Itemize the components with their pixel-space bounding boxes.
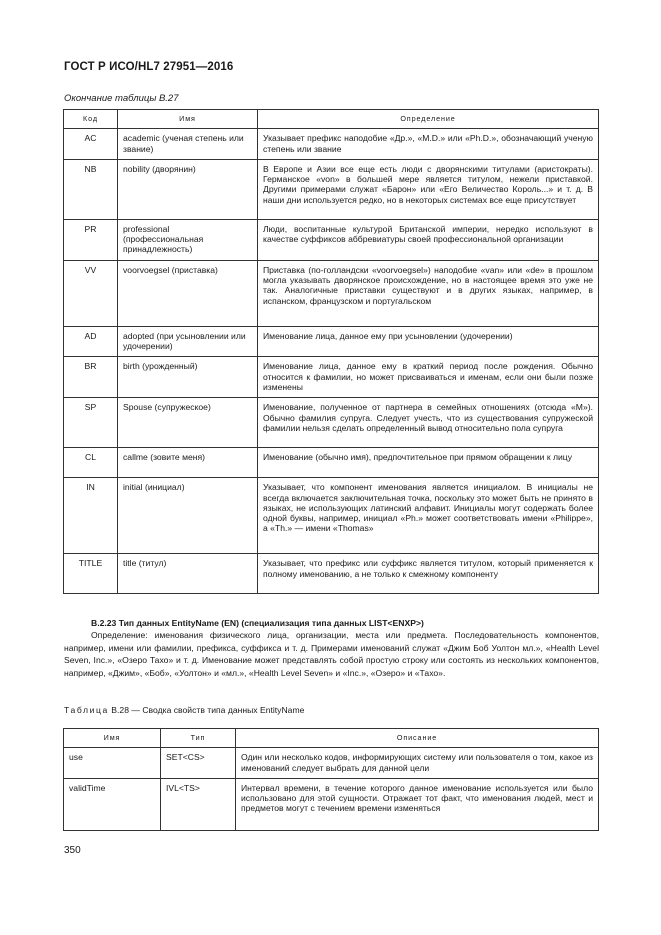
cell-name: nobility (дворянин) [118,159,258,219]
table-b27 [63,109,599,594]
cell-code: IN [64,478,118,554]
column-header-definition: Определение [258,110,599,129]
document-header: ГОСТ Р ИСО/HL7 27951—2016 [64,61,234,73]
table-row [64,260,599,326]
cell-definition: Именование лица, данное ему в краткий период после рождения. Обычно относится к фамилии, но может присваиваться и именам, если они были позже изменены [258,357,599,398]
cell-code: SP [64,398,118,448]
column-header-type: Тип [161,729,236,748]
table-row [64,398,599,448]
table-row [64,129,599,160]
cell-definition: Люди, воспитанные культурой Британской империи, нередко используют в качестве суффиксов аббревиатуры своей профессиональной организации [258,219,599,260]
cell-code: CL [64,448,118,478]
cell-name: voorvoegsel (приставка) [118,260,258,326]
cell-name: use [64,748,161,779]
table-row [64,357,599,398]
cell-code: VV [64,260,118,326]
cell-definition: Указывает, что компонент именования является инициалом. В инициалы не всегда включается заключительная точка, поскольку это может быть не принято в языках, не использующих латинский алфавит. Инициалы могут содержать более одной буквы, например, инициал «Ph.» может соответствовать имени «Philippe», а «Th.» — имени «Thomas» [258,478,599,554]
cell-code: NB [64,159,118,219]
cell-type: SET<CS> [161,748,236,779]
table-row [64,748,599,779]
cell-code: TITLE [64,554,118,594]
cell-definition: Приставка (по-голландски «voorvoegsel») наподобие «van» или «de» в прошлом могла указывать дворянское происхождение, но в настоящее время это уже не так. Аналогичные приставки существуют и в других языках, например, в испанском, французском и португальском [258,260,599,326]
cell-description: Интервал времени, в течение которого данное именование используется или было использовано для этой сущности. Отражает тот факт, что именования людей, мест и предметов могут с течением времени изменяться [236,778,599,830]
column-header-name: Имя [118,110,258,129]
cell-definition: В Европе и Азии все еще есть люди с дворянскими титулами (аристократы). Германское «von» в большей мере является титулом, нежели приставкой. Другими примерами служат «Барон» или «Его Величество Король...» и т. д. В наши дни используется редко, но в некоторых системах все еще присутствует [258,159,599,219]
table-b27-caption: Окончание таблицы В.27 [64,93,179,104]
table-caption-label: Таблица [64,705,109,715]
cell-name: Spouse (супружеское) [118,398,258,448]
section-body: Определение: именования физического лица, организации, места или предмета. Последовательность компонентов, например, имени или фамилии, префикса, суффикса и т. д. Примерами именований служат «Джим Боб Уолтон мл.», «Health Level Seven, Inc.», «Озеро Тахо» и т. д. Именование может представлять собой простую строку или состоять из нескольких компонентов, например, «Джим», «Боб», «Уолтон» и «мл.», «Health Level Seven» и «Inc.», «Озеро» и «Тахо». [64,630,599,678]
column-header-description: Описание [236,729,599,748]
table-header-row [64,110,599,129]
table-b28 [63,728,599,831]
section-b2-23 [64,617,599,679]
cell-code: PR [64,219,118,260]
cell-name: academic (ученая степень или звание) [118,129,258,160]
table-b28-caption [64,705,304,715]
cell-code: AC [64,129,118,160]
table-row [64,478,599,554]
table-row [64,326,599,357]
cell-name: title (титул) [118,554,258,594]
cell-name: validTime [64,778,161,830]
cell-name: adopted (при усыновлении или удочерении) [118,326,258,357]
cell-definition: Указывает, что префикс или суффикс является титулом, который применяется к полному именованию, а не только к смежному компоненту [258,554,599,594]
table-row [64,778,599,830]
table-row [64,448,599,478]
cell-name: initial (инициал) [118,478,258,554]
cell-definition: Именование лица, данное ему при усыновлении (удочерении) [258,326,599,357]
cell-type: IVL<TS> [161,778,236,830]
table-header-row [64,729,599,748]
table-caption-text: В.28 — Сводка свойств типа данных EntityName [111,705,305,715]
table-row [64,159,599,219]
cell-name: callme (зовите меня) [118,448,258,478]
column-header-code: Код [64,110,118,129]
cell-code: BR [64,357,118,398]
cell-definition: Именование (обычно имя), предпочтительное при прямом обращении к лицу [258,448,599,478]
cell-definition: Именование, полученное от партнера в семейных отношениях (отсюда «M»). Обычно фамилия супруга. Следует учесть, что из существования супружеской фамилии нельзя сделать определенный вывод относительно пола супруга [258,398,599,448]
cell-definition: Указывает префикс наподобие «Др.», «M.D.» или «Ph.D.», обозначающий ученую степень или звание [258,129,599,160]
cell-name: professional (профессиональная принадлежность) [118,219,258,260]
cell-description: Один или несколько кодов, информирующих систему или пользователя о том, какое из именований следует выбрать для данной цели [236,748,599,779]
cell-name: birth (урожденный) [118,357,258,398]
cell-code: AD [64,326,118,357]
table-row [64,554,599,594]
page-number: 350 [64,845,81,856]
table-row [64,219,599,260]
section-title: В.2.23 Тип данных EntityName (EN) (специализация типа данных LIST<ENXP>) [91,618,424,628]
column-header-name: Имя [64,729,161,748]
